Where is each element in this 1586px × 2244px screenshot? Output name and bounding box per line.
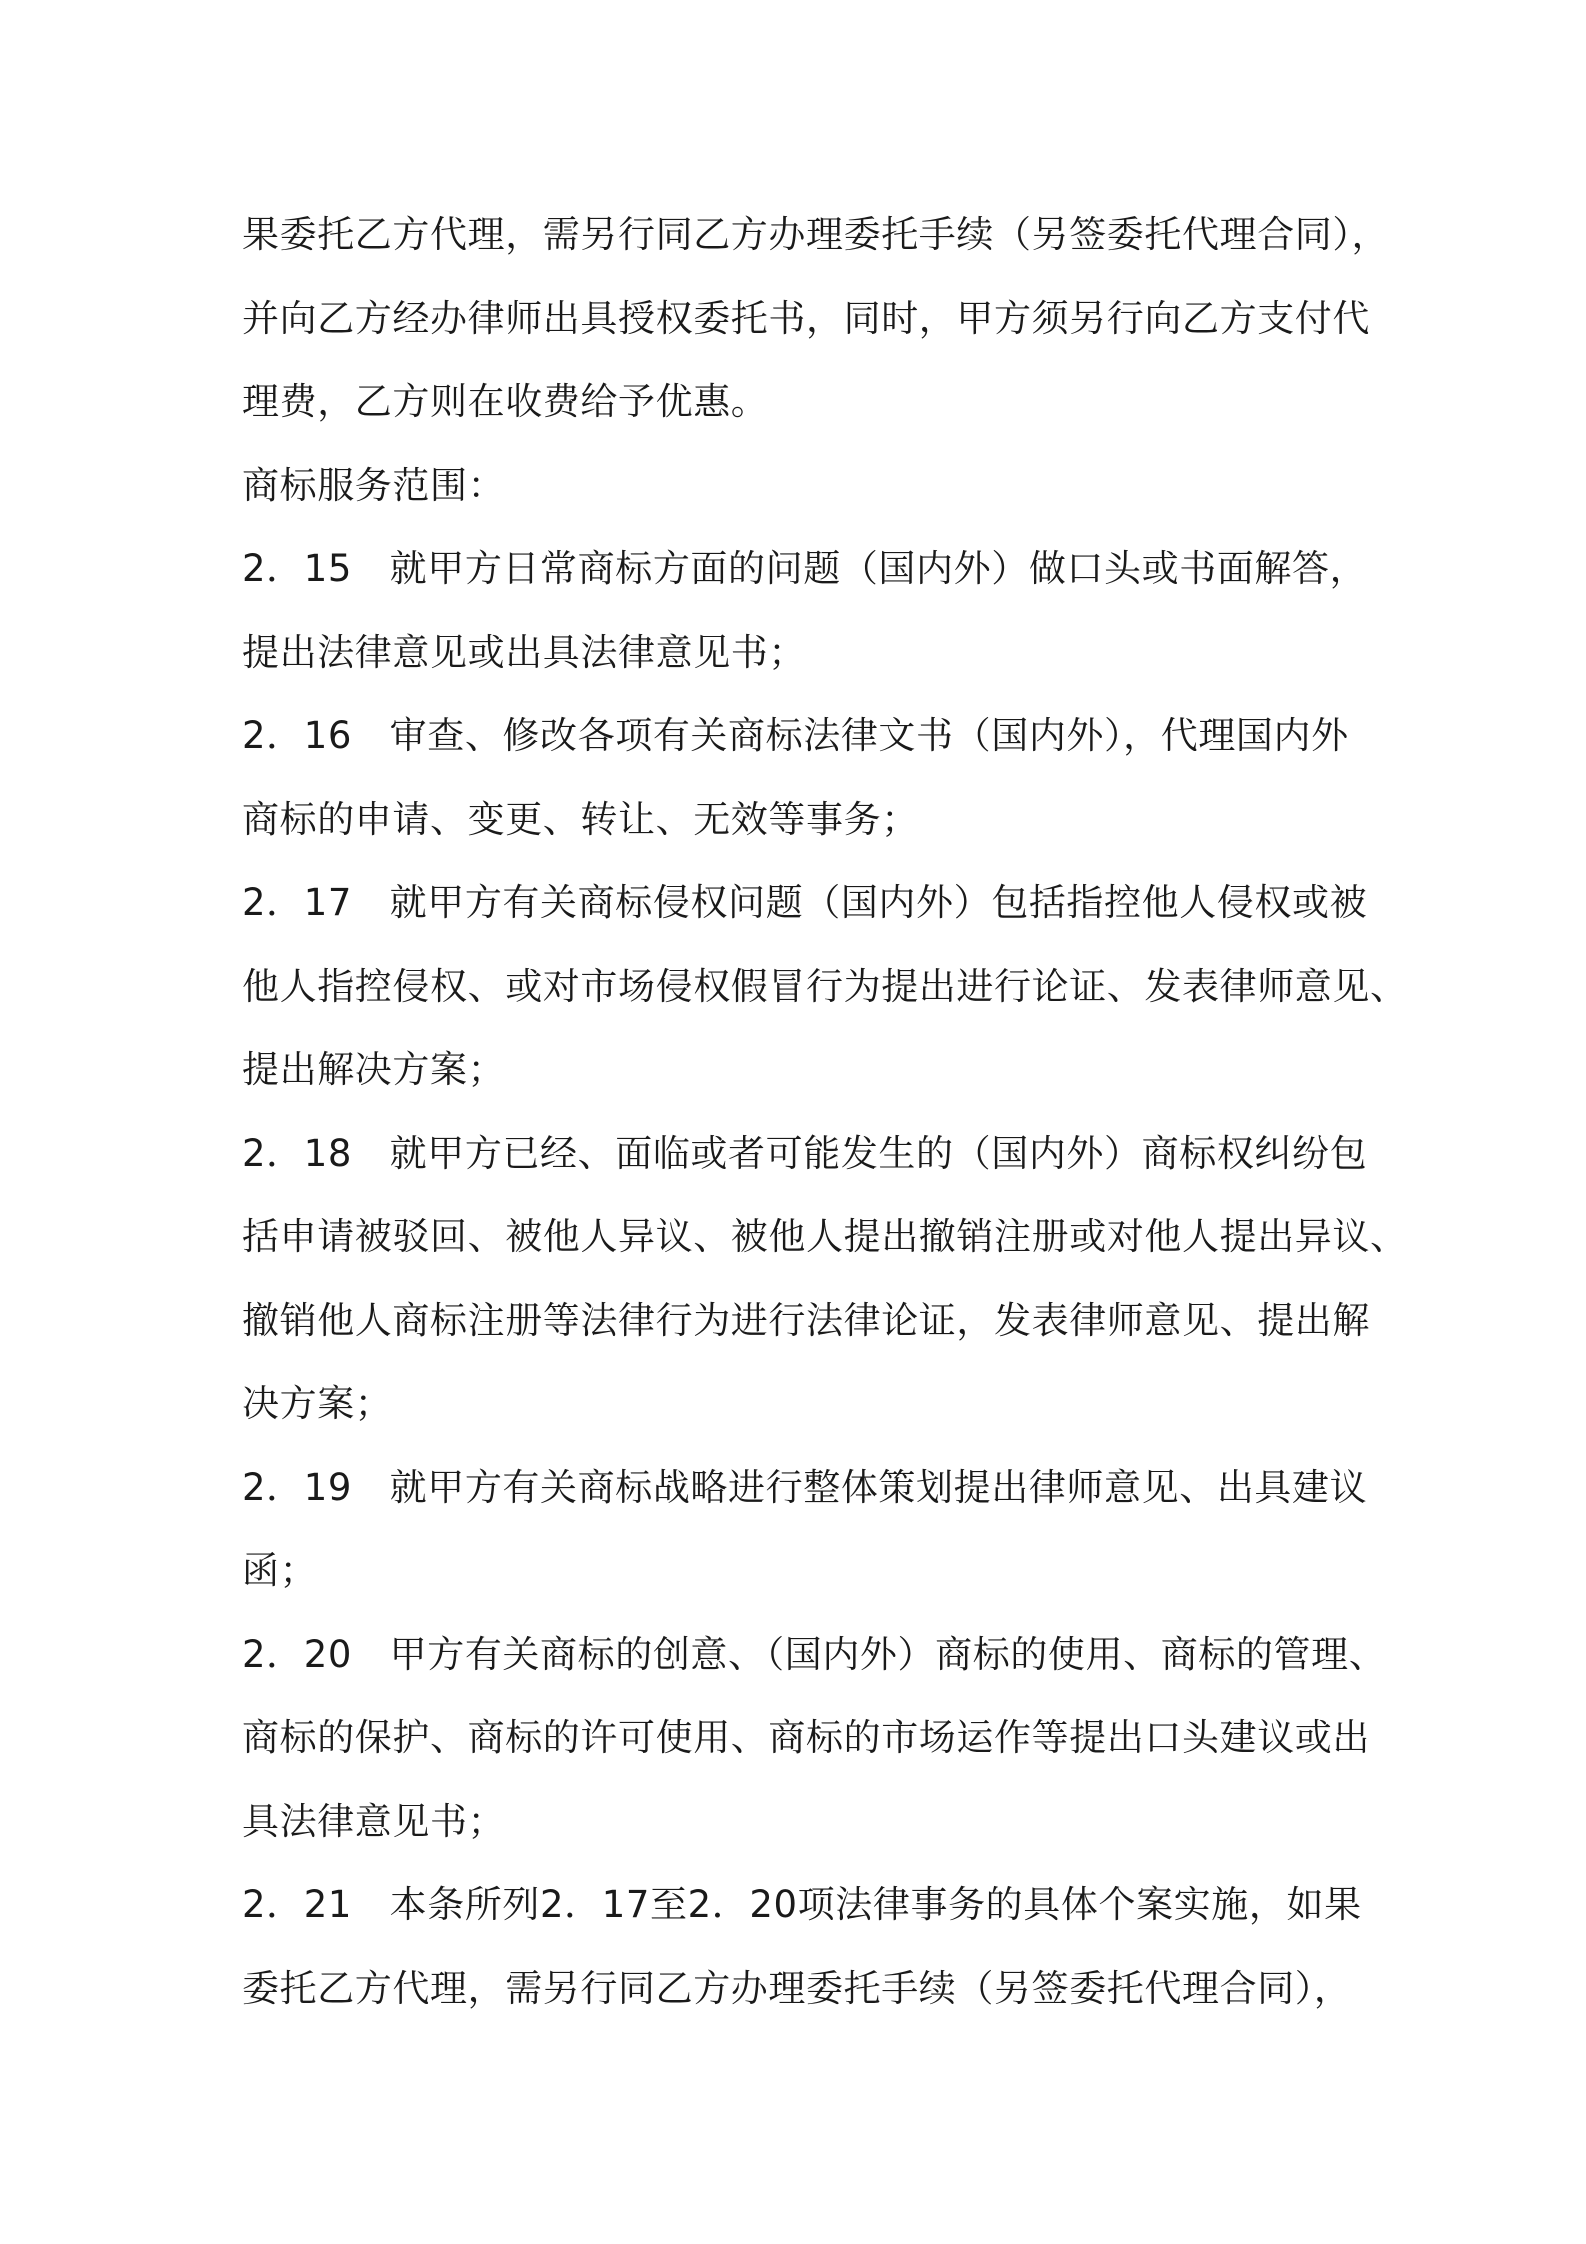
text-line-1: 果委托乙方代理，需另行同乙方办理委托手续（另签委托代理合同）， [242, 213, 1390, 256]
text-line-15: 决方案； [242, 1382, 393, 1425]
text-line-2: 并向乙方经办律师出具授权委托书，同时，甲方须另行向乙方支付代 [242, 296, 1370, 340]
contract-body-text [242, 193, 1408, 2030]
clause-2-19: 2．19 就甲方有关商标战略进行整体策划提出律师意见、出具建议 [242, 1465, 1368, 1509]
text-line-20: 具法律意见书； [242, 1799, 506, 1843]
clause-2-17: 2．17 就甲方有关商标侵权问题（国内外）包括指控他人侵权或被 [242, 881, 1368, 924]
clause-2-15: 2．15 就甲方日常商标方面的问题（国内外）做口头或书面解答， [242, 547, 1368, 590]
text-line-19: 商标的保护、商标的许可使用、商标的市场运作等提出口头建议或出 [242, 1716, 1370, 1759]
clause-2-21: 2．21 本条所列2．17至2．20项法律事务的具体个案实施，如果 [242, 1883, 1362, 1926]
text-line-13: 括申请被驳回、被他人异议、被他人提出撤销注册或对他人提出异议、 [242, 1215, 1408, 1258]
text-line-6: 提出法律意见或出具法律意见书； [242, 630, 806, 674]
text-line-3: 理费，乙方则在收费给予优惠。 [242, 380, 769, 423]
clause-2-20: 2．20 甲方有关商标的创意、（国内外）商标的使用、商标的管理、 [242, 1632, 1387, 1676]
clause-2-16: 2．16 审查、修改各项有关商标法律文书（国内外），代理国内外 [242, 714, 1349, 757]
text-line-10: 他人指控侵权、或对市场侵权假冒行为提出进行论证、发表律师意见、 [242, 964, 1408, 1008]
text-line-11: 提出解决方案； [242, 1048, 506, 1091]
section-heading-trademark-services: 商标服务范围： [242, 463, 506, 507]
text-line-14: 撤销他人商标注册等法律行为进行法律论证，发表律师意见、提出解 [242, 1298, 1370, 1342]
clause-2-18: 2．18 就甲方已经、面临或者可能发生的（国内外）商标权纠纷包 [242, 1131, 1368, 1175]
text-line-8: 商标的申请、变更、转让、无效等事务； [242, 797, 919, 841]
text-line-22: 委托乙方代理，需另行同乙方办理委托手续（另签委托代理合同）， [242, 1966, 1352, 2010]
text-line-17: 函； [242, 1549, 318, 1592]
